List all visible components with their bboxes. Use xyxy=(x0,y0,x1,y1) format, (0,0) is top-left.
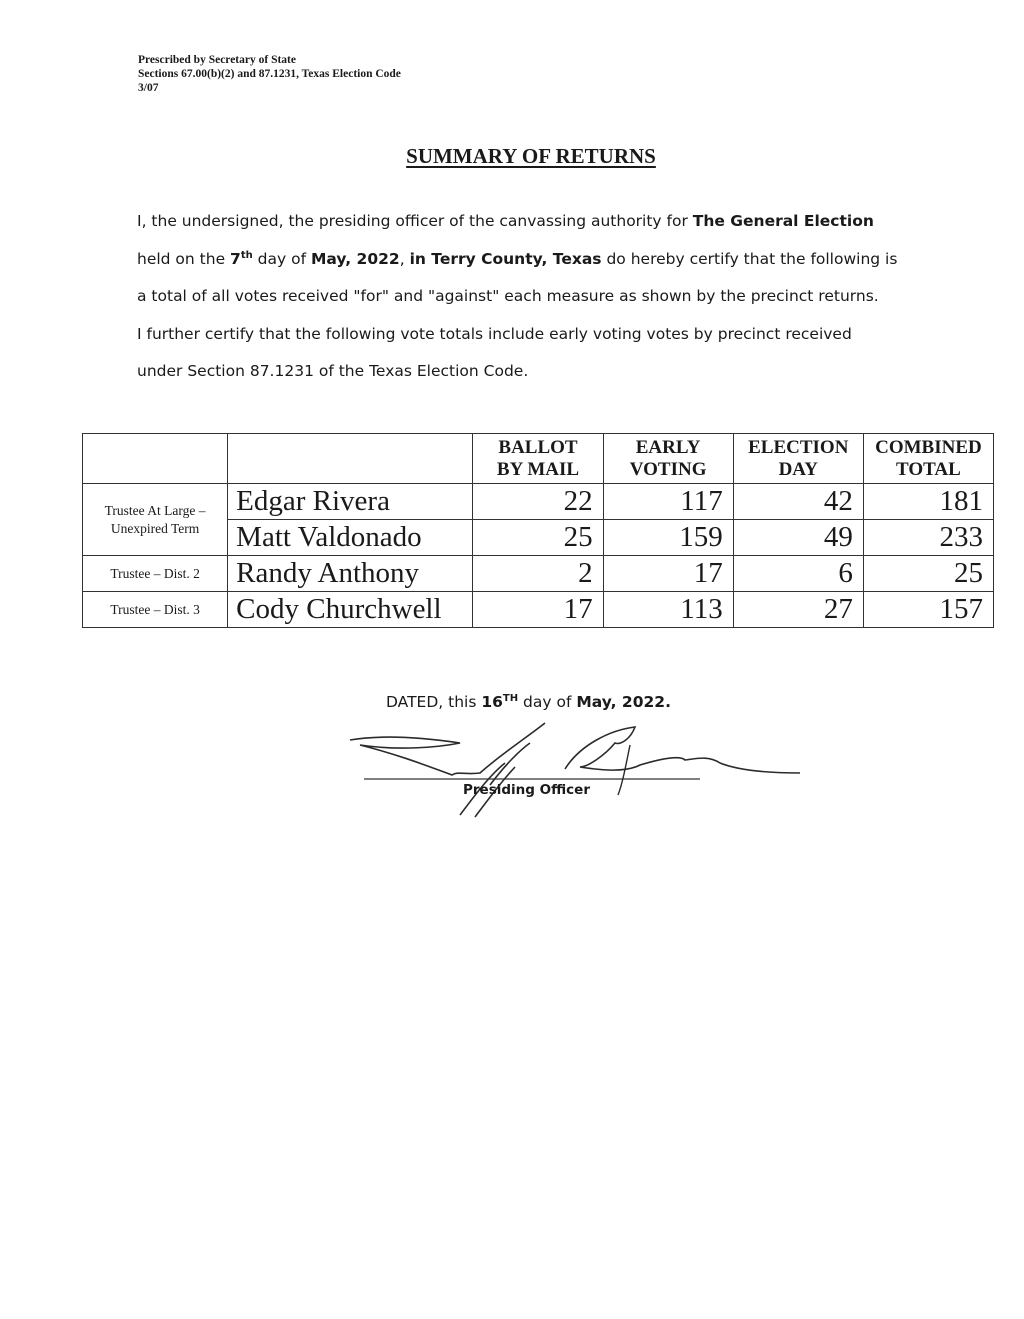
candidate-name: Cody Churchwell xyxy=(228,592,473,628)
prescribed-line-1: Prescribed by Secretary of State xyxy=(138,54,296,66)
cert-line-5: under Section 87.1231 of the Texas Election Code. xyxy=(137,362,529,380)
ballot-by-mail-value: 17 xyxy=(473,592,603,628)
early-voting-value: 117 xyxy=(603,484,733,520)
dated-line: DATED, this 16TH day of May, 2022. xyxy=(386,692,671,711)
header-candidate xyxy=(228,434,473,484)
election-day-value: 42 xyxy=(733,484,863,520)
ballot-by-mail-value: 2 xyxy=(473,556,603,592)
election-day-value: 27 xyxy=(733,592,863,628)
header-ballot-by-mail: BALLOT BY MAIL xyxy=(473,434,603,484)
cert-line-3: a total of all votes received "for" and "against" each measure as shown by the precinct returns. xyxy=(137,287,879,305)
candidate-name: Matt Valdonado xyxy=(228,520,473,556)
ballot-by-mail-value: 25 xyxy=(473,520,603,556)
cert-line-4: I further certify that the following vote totals include early voting votes by precinct received xyxy=(137,324,852,343)
early-voting-value: 113 xyxy=(603,592,733,628)
table-row xyxy=(83,484,994,520)
table-row xyxy=(83,556,994,592)
header-election-day: ELECTION DAY xyxy=(733,434,863,484)
combined-total-value: 181 xyxy=(863,484,993,520)
presiding-officer-label: Presiding Officer xyxy=(463,782,590,798)
header-early-voting: EARLY VOTING xyxy=(603,434,733,484)
header-combined-total: COMBINED TOTAL xyxy=(863,434,993,484)
combined-total-value: 233 xyxy=(863,520,993,556)
table-header-row xyxy=(83,434,994,484)
race-at-large: Trustee At Large – Unexpired Term xyxy=(83,484,228,556)
race-dist-3: Trustee – Dist. 3 xyxy=(83,592,228,628)
returns-table xyxy=(82,433,994,628)
prescribed-line-2: Sections 67.00(b)(2) and 87.1231, Texas Election Code xyxy=(138,68,401,80)
cert-line-2: held on the 7th day of May, 2022, in Terry County, Texas do hereby certify that the following is xyxy=(137,249,898,268)
header-race xyxy=(83,434,228,484)
combined-total-value: 157 xyxy=(863,592,993,628)
prescribed-header xyxy=(138,53,401,95)
candidate-name: Randy Anthony xyxy=(228,556,473,592)
election-day-value: 6 xyxy=(733,556,863,592)
signature-image xyxy=(340,715,810,825)
cert-line-1: I, the undersigned, the presiding officer of the canvassing authority for The General Election xyxy=(137,212,874,230)
early-voting-value: 159 xyxy=(603,520,733,556)
election-day-value: 49 xyxy=(733,520,863,556)
page-title: SUMMARY OF RETURNS xyxy=(406,144,656,168)
candidate-name: Edgar Rivera xyxy=(228,484,473,520)
combined-total-value: 25 xyxy=(863,556,993,592)
table-row xyxy=(83,592,994,628)
ballot-by-mail-value: 22 xyxy=(473,484,603,520)
certification-text xyxy=(137,203,937,391)
race-dist-2: Trustee – Dist. 2 xyxy=(83,556,228,592)
prescribed-line-3: 3/07 xyxy=(138,82,159,94)
early-voting-value: 17 xyxy=(603,556,733,592)
